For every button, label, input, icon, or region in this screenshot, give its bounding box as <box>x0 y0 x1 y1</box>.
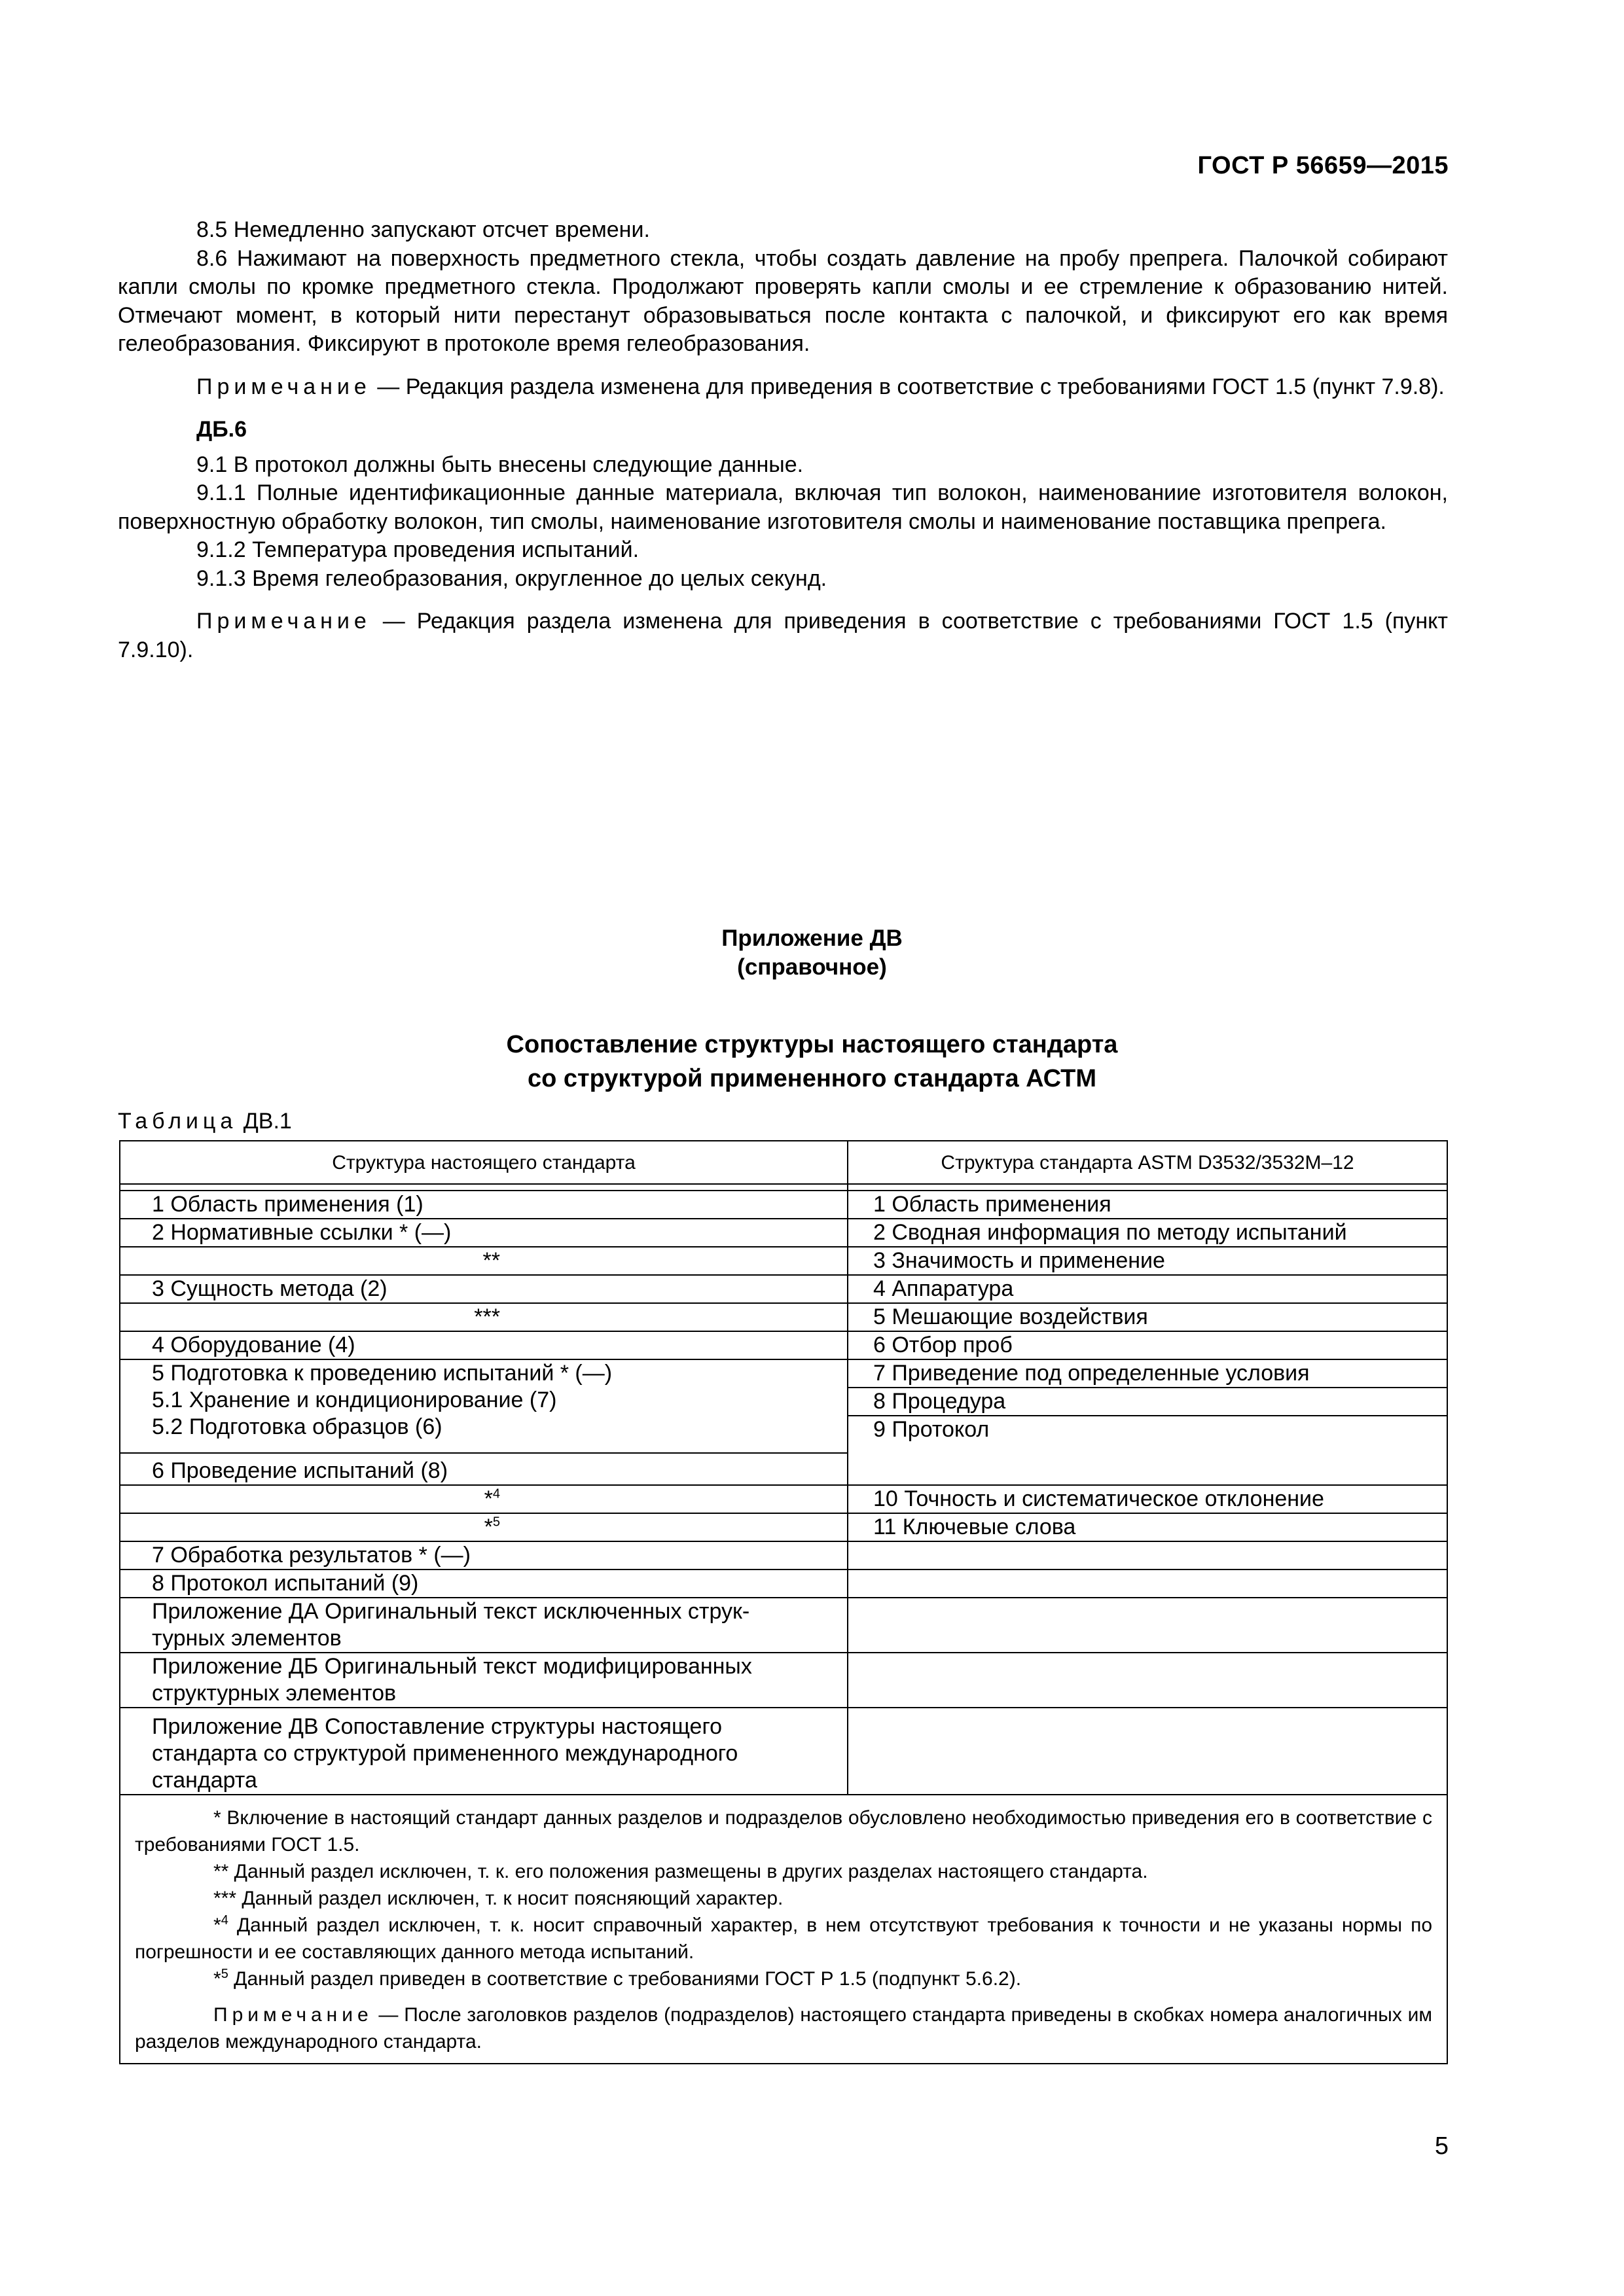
column-header-current-standard: Структура настоящего стандарта <box>120 1141 848 1184</box>
footnote-5: *$^5$ Данный раздел приведен в соответствие с требованиями ГОСТ Р 1.5 (подпункт 5.6.2). <box>213 1967 1022 1990</box>
note-db6 <box>118 607 1448 664</box>
note-8 <box>118 373 1448 402</box>
paragraph-8-5: 8.5 Немедленно запускают отсчет времени. <box>196 217 650 242</box>
note-text: — Редакция раздела изменена для приведения в соответствие с требованиями ГОСТ 1.5 (пункт 7.9.10). <box>118 609 1448 662</box>
paragraph-9-1-2: 9.1.2 Температура проведения испытаний. <box>196 537 640 562</box>
paragraph-9-1: 9.1 В протокол должны быть внесены следующие данные. <box>196 452 804 477</box>
table-row: *$^5$ 11 Ключевые слова <box>120 1513 1447 1541</box>
appendix-subtitle: (справочное) <box>737 954 887 980</box>
note-label: Примечание <box>196 609 371 634</box>
footnote-4: *$^4$ Данный раздел исключен, т. к. носит справочный характер, в нем отсутствуют требования к точности и не указаны нормы по погрешности и ее составляющих данного метода испытаний. <box>135 1913 1432 1963</box>
table-note: Примечание — После заголовков разделов (подразделов) настоящего стандарта приведены в скобках номера аналогичных им разделов международного стандарта. <box>135 2004 1432 2053</box>
footnote-2: ** Данный раздел исключен, т. к. его положения размещены в других разделах настоящего стандарта. <box>213 1861 1148 1882</box>
table-row: *** 5 Мешающие воздействия <box>120 1303 1447 1331</box>
table-row: 9 Протокол <box>120 1416 1447 1453</box>
footnote-1: * Включение в настоящий стандарт данных разделов и подразделов обусловлено необходимостью приведения его в соответствие с требованиями ГОСТ 1.5. <box>135 1807 1432 1856</box>
table-row: *$^4$ 10 Точность и систематическое отклонение <box>120 1485 1447 1513</box>
table-row: Приложение ДВ Сопоставление структуры настоящего стандарта со структурой примененного международного стандарта <box>120 1708 1447 1795</box>
note-label: Примечание <box>196 374 371 399</box>
page-number: 5 <box>1434 2132 1449 2160</box>
table-row: 3 Сущность метода (2) 4 Аппаратура <box>120 1275 1447 1303</box>
appendix-heading-line-2: со структурой примененного стандарта АСТМ <box>527 1065 1097 1092</box>
table-row: 6 Проведение испытаний (8) <box>120 1453 1447 1485</box>
paragraph-8-6: 8.6 Нажимают на поверхность предметного стекла, чтобы создать давление на пробу препрега. Палочкой собирают капли смолы по кромке предметного стекла. Продолжают проверять капли смолы и ее стремление к образованию нитей. Отмечают момент, в который нити перестанут образовываться после контакта с палочкой, и фиксируют его как время гелеобразования. Фиксируют в протоколе время гелеобразования. <box>118 245 1448 356</box>
section-heading-db6: ДБ.6 <box>196 417 247 442</box>
table-row: Приложение ДБ Оригинальный текст модифицированных структурных элементов <box>120 1653 1447 1708</box>
document-id: ГОСТ Р 56659—2015 <box>1197 152 1449 179</box>
section-8-text <box>118 216 1448 664</box>
table-row: 4 Оборудование (4) 6 Отбор проб <box>120 1331 1447 1359</box>
table-row: 7 Обработка результатов * (—) <box>120 1541 1447 1570</box>
column-header-astm-standard: Структура стандарта ASTM D3532/3532M–12 <box>848 1141 1447 1184</box>
table-row: 8 Процедура <box>120 1388 1447 1416</box>
table-row: 2 Нормативные ссылки * (—) 2 Сводная информация по методу испытаний <box>120 1219 1447 1247</box>
paragraph-9-1-1: 9.1.1 Полные идентификационные данные материала, включая тип волокон, наименованиие изготовителя волокон, поверхностную обработку волокон, тип смолы, наименование изготовителя смолы и наименование поставщика препрега. <box>118 480 1448 534</box>
table-row: 8 Протокол испытаний (9) <box>120 1570 1447 1598</box>
table-row: 5 Подготовка к проведению испытаний * (—) 5.1 Хранение и кондиционирование (7) 5.2 Подготовка образцов (6) 7 Приведение под определенные условия <box>120 1359 1447 1388</box>
table-row: Приложение ДА Оригинальный текст исключенных струк- турных элементов <box>120 1598 1447 1653</box>
structure-comparison-table <box>119 1140 1448 2064</box>
note-text: — Редакция раздела изменена для приведения в соответствие с требованиями ГОСТ 1.5 (пункт 7.9.8). <box>370 374 1445 399</box>
paragraph-9-1-3: 9.1.3 Время гелеобразования, округленное до целых секунд. <box>196 565 827 591</box>
table-row: 1 Область применения (1) 1 Область применения <box>120 1191 1447 1219</box>
appendix-heading-line-1: Сопоставление структуры настоящего стандарта <box>506 1031 1118 1058</box>
appendix-title: Приложение ДВ <box>721 925 903 951</box>
table-caption: Таблица ДВ.1 <box>118 1109 292 1134</box>
table-header-row <box>120 1141 1447 1184</box>
footnote-3: *** Данный раздел исключен, т. к носит поясняющий характер. <box>213 1888 784 1909</box>
table-row: ** 3 Значимость и применение <box>120 1247 1447 1275</box>
table-footnotes <box>120 1795 1447 2064</box>
